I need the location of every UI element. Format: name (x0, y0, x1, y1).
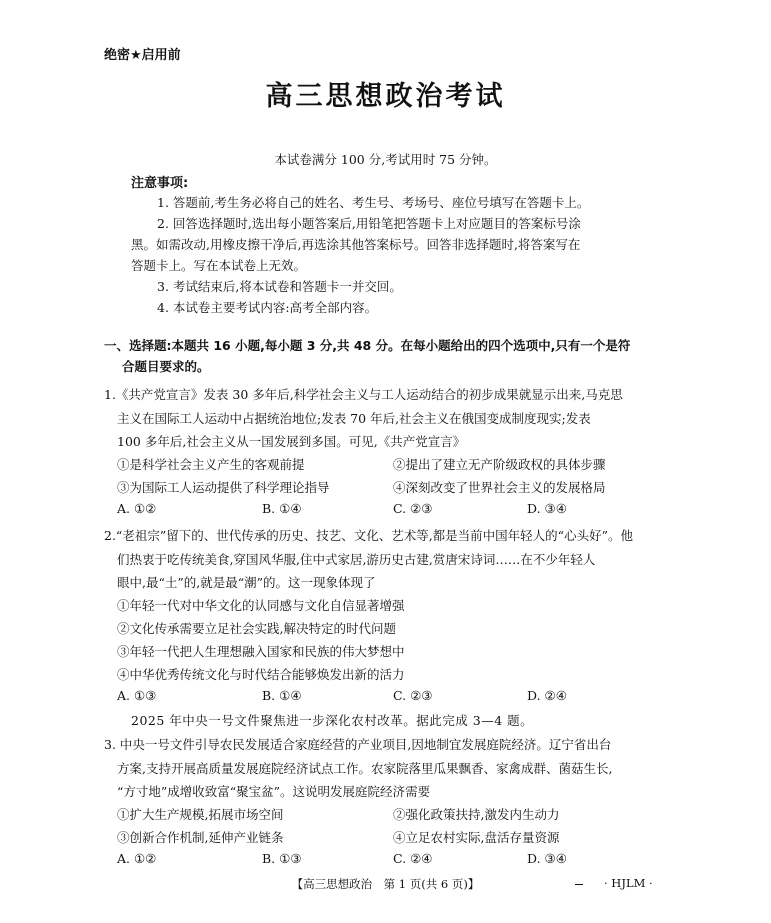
question-2-stem: 2.“老祖宗”留下的、世代传承的历史、技艺、文化、艺术等,都是当前中国年轻人的“心头好”。他 (104, 528, 633, 543)
notice-line: 1. 答题前,考生务必将自己的姓名、考生号、考场号、座位号填写在答题卡上。 (157, 195, 590, 210)
question-3-option: ②强化政策扶持,激发内生动力 (393, 807, 560, 822)
question-3-choice: D. ③④ (527, 851, 567, 866)
question-3-stem: “方寸地”成增收致富“聚宝盆”。这说明发展庭院经济需要 (117, 784, 431, 799)
question-3-option: ③创新合作机制,延伸产业链条 (117, 830, 284, 845)
question-1-choice: A. ①② (117, 501, 157, 516)
question-3-option: ④立足农村实际,盘活存量资源 (393, 830, 560, 845)
question-1-stem: 主义在国际工人运动中占据统治地位;发表 70 年后,社会主义在俄国变成制度现实;发表 (117, 411, 591, 426)
section-heading: 合题目要求的。 (122, 359, 210, 374)
page-footer: 【高三思想政治 第 1 页(共 6 页)】 (291, 877, 480, 891)
question-2-stem: 眼中,最“土”的,就是最“潮”的。这一现象体现了 (117, 575, 376, 590)
question-2-option: ②文化传承需要立足社会实践,解决特定的时代问题 (117, 621, 396, 636)
question-2-stem: 们热衷于吃传统美食,穿国风华服,住中式家居,游历史古建,赏唐宋诗词……在不少年轻人 (117, 552, 596, 567)
notice-line: 3. 考试结束后,将本试卷和答题卡一并交回。 (157, 279, 402, 294)
notice-line: 2. 回答选择题时,选出每小题答案后,用铅笔把答题卡上对应题目的答案标号涂 (157, 216, 581, 231)
question-2-option: ④中华优秀传统文化与时代结合能够焕发出新的活力 (117, 667, 405, 682)
notice-line: 答题卡上。写在本试卷上无效。 (131, 258, 307, 273)
question-1-option: ④深刻改变了世界社会主义的发展格局 (393, 480, 606, 495)
question-2-choice: B. ①④ (262, 688, 302, 703)
question-3-stem: 3. 中央一号文件引导农民发展适合家庭经营的产业项目,因地制宜发展庭院经济。辽宁省出台 (104, 737, 612, 752)
notice-line: 4. 本试卷主要考试内容:高考全部内容。 (157, 300, 378, 315)
question-1-choice: C. ②③ (393, 501, 433, 516)
exam-info: 本试卷满分 100 分,考试用时 75 分钟。 (274, 152, 497, 167)
question-2-choice: D. ②④ (527, 688, 567, 703)
section-heading: 一、选择题:本题共 16 小题,每小题 3 分,共 48 分。在每小题给出的四个选项中,只有一个是符 (104, 338, 631, 353)
question-3-choice: C. ②④ (393, 851, 433, 866)
footer-code: · HJLM · (604, 876, 653, 890)
question-3-stem: 方案,支持开展高质量发展庭院经济试点工作。农家院落里瓜果飘香、家禽成群、菌菇生长, (117, 761, 613, 776)
question-1-choice: D. ③④ (527, 501, 567, 516)
question-1-option: ③为国际工人运动提供了科学理论指导 (117, 480, 330, 495)
question-1-option: ①是科学社会主义产生的客观前提 (117, 457, 305, 472)
question-3-choice: B. ①③ (262, 851, 302, 866)
footer-divider (575, 884, 583, 885)
page-title: 高三思想政治考试 (265, 81, 506, 112)
question-1-option: ②提出了建立无产阶级政权的具体步骤 (393, 457, 606, 472)
question-2-option: ③年轻一代把人生理想融入国家和民族的伟大梦想中 (117, 644, 405, 659)
question-1-stem: 1.《共产党宣言》发表 30 多年后,科学社会主义与工人运动结合的初步成果就显示出来,马克思 (104, 387, 623, 402)
question-1-stem: 100 多年后,社会主义从一国发展到多国。可见,《共产党宣言》 (117, 434, 466, 449)
question-2-choice: C. ②③ (393, 688, 433, 703)
notice-line: 黑。如需改动,用橡皮擦干净后,再选涂其他答案标号。回答非选择题时,将答案写在 (131, 237, 581, 252)
question-1-choice: B. ①④ (262, 501, 302, 516)
question-2-option: ①年轻一代对中华文化的认同感与文化自信显著增强 (117, 598, 405, 613)
question-3-choice: A. ①② (117, 851, 157, 866)
question-2-choice: A. ①③ (117, 688, 157, 703)
material-note: 2025 年中央一号文件聚焦进一步深化农村改革。据此完成 3—4 题。 (131, 713, 534, 728)
notice-heading: 注意事项: (131, 176, 189, 191)
confidential-label: 绝密★启用前 (104, 48, 181, 63)
question-3-option: ①扩大生产规模,拓展市场空间 (117, 807, 284, 822)
